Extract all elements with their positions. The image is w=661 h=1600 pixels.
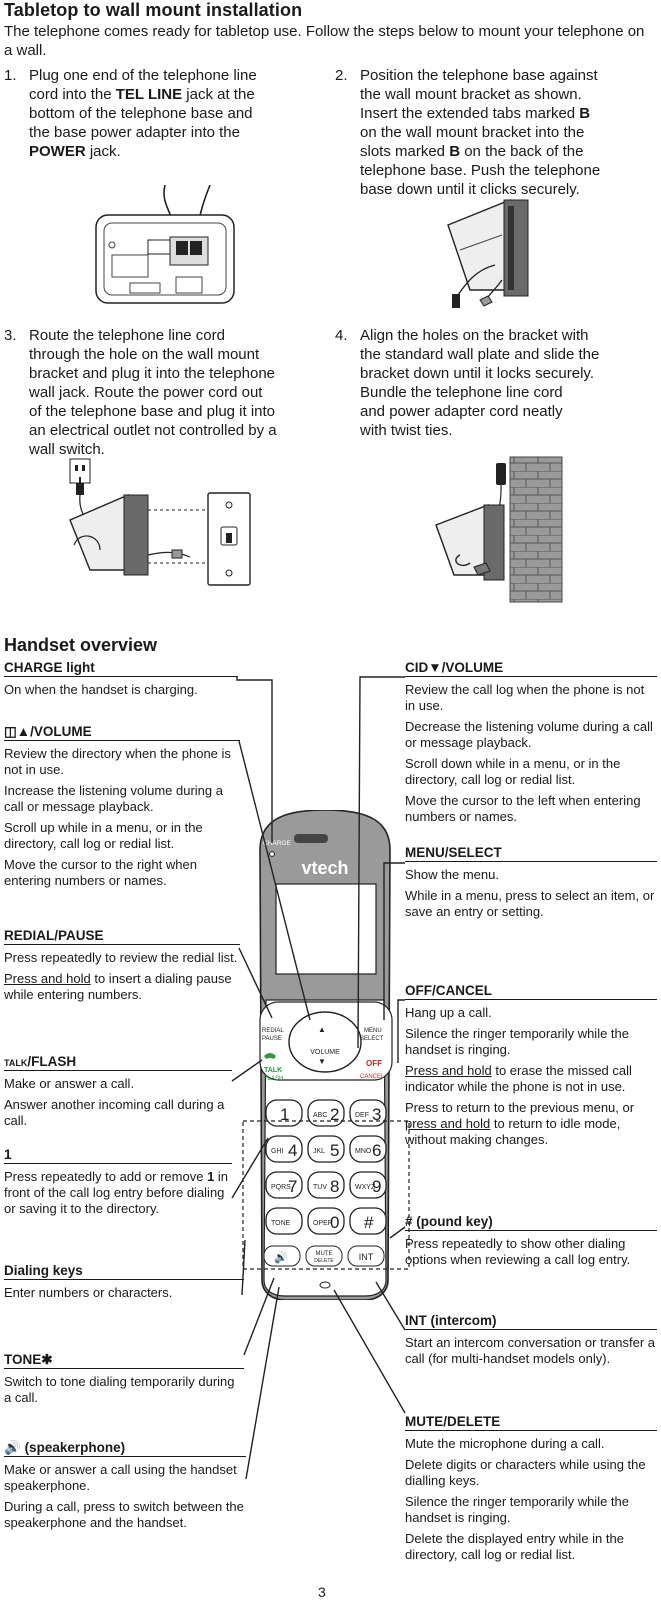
key-digit: 0 bbox=[330, 1213, 340, 1232]
key-letters: WXYZ bbox=[355, 1184, 376, 1191]
intro-text: The telephone comes ready for tabletop use. Follow the steps below to mount your telephone on a wall. bbox=[4, 23, 645, 59]
charge-label: CHARGE bbox=[263, 840, 291, 847]
key-letters: TONE bbox=[271, 1220, 291, 1227]
callout-title: INT (intercom) bbox=[405, 1313, 657, 1330]
key-digit: 3 bbox=[372, 1105, 382, 1124]
key-letters: TUV bbox=[313, 1184, 327, 1191]
callout-text: Review the directory when the phone is not in use. bbox=[4, 746, 231, 777]
callout-text: While in a menu, press to select an item, or save an entry or setting. bbox=[405, 888, 655, 919]
key-digit: 1 bbox=[280, 1105, 290, 1124]
callout-text: Start an intercom conversation or transfer a call (for multi-handset models only). bbox=[405, 1335, 656, 1366]
callout-title-text: (speakerphone) bbox=[20, 1440, 126, 1455]
callout-title-text: TONE bbox=[4, 1352, 42, 1367]
callout-text: Increase the listening volume during a call or message playback. bbox=[4, 783, 223, 814]
step-line: slots marked B on the back of the bbox=[360, 143, 584, 160]
callout-speakerphone bbox=[4, 1440, 246, 1536]
callout-redial-pause bbox=[4, 928, 240, 1008]
volume-label: VOLUME bbox=[310, 1049, 340, 1056]
callout-text bbox=[4, 971, 240, 1003]
step-line: an electrical outlet not controlled by a bbox=[29, 422, 277, 439]
handset-overview-heading: Handset overview bbox=[4, 635, 158, 655]
step-number: 4. bbox=[335, 327, 348, 344]
key-digit: 8 bbox=[330, 1177, 340, 1196]
step-line: the base power adapter into the bbox=[29, 124, 240, 141]
step-line: Plug one end of the telephone line bbox=[29, 67, 257, 84]
callout-text: On when the handset is charging. bbox=[4, 682, 198, 697]
callout-charge-light bbox=[4, 660, 238, 703]
key-digit: 5 bbox=[330, 1141, 340, 1160]
callout-one-key bbox=[4, 1147, 232, 1222]
callout-text: During a call, press to switch between the speakerphone and the handset. bbox=[4, 1499, 244, 1530]
callout-title: CHARGE light bbox=[4, 660, 238, 677]
key-letters: PQRS bbox=[271, 1184, 291, 1191]
step-line: POWER jack. bbox=[29, 143, 121, 160]
callout-text: Move the cursor to the left when entering numbers or names. bbox=[405, 793, 641, 824]
callout-off-cancel bbox=[405, 983, 657, 1153]
callout-title-text: /FLASH bbox=[27, 1054, 77, 1069]
callout-text: Decrease the listening volume during a call or message playback. bbox=[405, 719, 653, 750]
callout-text: Make or answer a call using the handset speakerphone. bbox=[4, 1462, 237, 1493]
int-label: INT bbox=[358, 1252, 374, 1262]
directory-up-icon: ◫▲ bbox=[4, 724, 31, 739]
callout-text: Scroll up while in a menu, or in the directory, call log or redial list. bbox=[4, 820, 203, 851]
step-line: cord into the TEL LINE jack at the bbox=[29, 86, 255, 103]
callout-text: Make or answer a call. bbox=[4, 1076, 135, 1091]
select-key-label[interactable]: SELECT bbox=[360, 1036, 384, 1042]
callout-title bbox=[4, 1440, 246, 1457]
step-number: 1. bbox=[4, 67, 17, 84]
hold-rest: to insert a dialing pause while entering numbers. bbox=[4, 971, 232, 1002]
callout-talk-flash bbox=[4, 1054, 232, 1134]
down-arrow-icon: ▼ bbox=[318, 1057, 326, 1066]
menu-key-label[interactable]: MENU bbox=[364, 1028, 382, 1034]
callout-text: Hang up a call. bbox=[405, 1005, 492, 1020]
step-line: through the hole on the wall mount bbox=[29, 346, 260, 363]
callout-title: REDIAL/PAUSE bbox=[4, 928, 240, 945]
callout-text: Silence the ringer temporarily while the handset is ringing. bbox=[405, 1494, 629, 1525]
callout-text: Move the cursor to the right when entering numbers or names. bbox=[4, 857, 197, 888]
redial-key-label[interactable]: REDIAL bbox=[262, 1028, 284, 1034]
delete-label: DELETE bbox=[314, 1258, 334, 1264]
tone-star-icon: ✱ bbox=[41, 1352, 53, 1367]
off-label: OFF bbox=[366, 1059, 382, 1068]
callout-title bbox=[4, 1352, 244, 1369]
callout-title: CID▼/VOLUME bbox=[405, 660, 657, 677]
step-line: telephone base. Push the telephone bbox=[360, 162, 601, 179]
step-line: bracket and plug it into the telephone bbox=[29, 365, 276, 382]
step-line: bottom of the telephone base and bbox=[29, 105, 253, 122]
callout-title: MUTE/DELETE bbox=[405, 1414, 657, 1431]
step-line: Route the telephone line cord bbox=[29, 327, 225, 344]
key-letters: ABC bbox=[313, 1112, 328, 1119]
speaker-icon: 🔊 bbox=[274, 1252, 288, 1264]
callout-text: Delete digits or characters while using the dialling keys. bbox=[405, 1457, 646, 1488]
callout-title-text: /VOLUME bbox=[30, 724, 92, 739]
brand-logo: vtech bbox=[301, 858, 349, 878]
callout-text: Press repeatedly to show other dialing options when reviewing a call log entry. bbox=[405, 1236, 631, 1267]
step-line: the standard wall plate and slide the bbox=[360, 346, 600, 363]
callout-dialing-keys bbox=[4, 1263, 244, 1306]
key-digit: 9 bbox=[372, 1177, 382, 1196]
step-line: Position the telephone base against bbox=[360, 67, 598, 84]
key-digit: 4 bbox=[288, 1141, 298, 1160]
page-title: Tabletop to wall mount installation bbox=[4, 0, 303, 20]
callout-text: Answer another incoming call during a call. bbox=[4, 1097, 225, 1128]
step-line: the wall mount bracket as shown. bbox=[360, 86, 582, 103]
callout-title bbox=[4, 1054, 232, 1071]
callout-text: Mute the microphone during a call. bbox=[405, 1436, 605, 1451]
step-number: 3. bbox=[4, 327, 17, 344]
key-digit: 6 bbox=[372, 1141, 382, 1160]
callout-title: Dialing keys bbox=[4, 1263, 244, 1280]
key-digit: 7 bbox=[288, 1177, 298, 1196]
callout-title bbox=[4, 724, 240, 741]
key-letters: OPER bbox=[313, 1220, 333, 1227]
speaker-icon: 🔊 bbox=[4, 1440, 21, 1455]
key-letters: GHI bbox=[271, 1148, 284, 1155]
callout-text: Press to return to the previous menu, or press and hold to return to idle mode, without making changes. bbox=[405, 1100, 635, 1147]
callout-title: OFF/CANCEL bbox=[405, 983, 657, 1000]
step-line: and power adapter cord neatly bbox=[360, 403, 563, 420]
callout-text: Scroll down while in a menu, or in the directory, call log or redial list. bbox=[405, 756, 621, 787]
step-line: of the telephone base and plug it into bbox=[29, 403, 276, 420]
callout-text: Silence the ringer temporarily while the handset is ringing. bbox=[405, 1026, 629, 1057]
callout-title: 1 bbox=[4, 1147, 232, 1164]
step-line: Insert the extended tabs marked B bbox=[360, 105, 591, 122]
callout-text: Show the menu. bbox=[405, 867, 499, 882]
callout-dir-volume bbox=[4, 724, 240, 894]
page-number: 3 bbox=[318, 1584, 326, 1600]
talk-icon: TALK bbox=[4, 1058, 28, 1068]
callout-menu-select bbox=[405, 845, 657, 925]
callout-text: Review the call log when the phone is not in use. bbox=[405, 682, 645, 713]
callout-text: Press and hold to erase the missed call indicator while the phone is not in use. bbox=[405, 1063, 632, 1094]
step-line: on the wall mount bracket into the bbox=[360, 124, 585, 141]
talk-label: TALK bbox=[264, 1067, 283, 1074]
key-letters: JKL bbox=[313, 1148, 326, 1155]
callout-text: Switch to tone dialing temporarily during a call. bbox=[4, 1374, 235, 1405]
pause-key-label[interactable]: PAUSE bbox=[262, 1036, 282, 1042]
step-line: with twist ties. bbox=[360, 422, 453, 439]
step-number: 2. bbox=[335, 67, 348, 84]
key-letters: MNO bbox=[355, 1148, 372, 1155]
step-line: wall jack. Route the power cord out bbox=[29, 384, 263, 401]
step-line: wall switch. bbox=[29, 441, 105, 458]
cancel-label: CANCEL bbox=[360, 1074, 385, 1080]
callout-title: MENU/SELECT bbox=[405, 845, 657, 862]
callout-text: Enter numbers or characters. bbox=[4, 1285, 173, 1300]
hold-text: Press and hold bbox=[4, 971, 91, 986]
step-line: Bundle the telephone line cord bbox=[360, 384, 563, 401]
callout-text: Press repeatedly to add or remove 1 in front of the call log entry before dialing or saving it to the directory. bbox=[4, 1169, 229, 1216]
callout-title: # (pound key) bbox=[405, 1214, 657, 1231]
callout-cid-volume bbox=[405, 660, 657, 830]
callout-intercom bbox=[405, 1313, 657, 1372]
callout-tone bbox=[4, 1352, 244, 1411]
key-digit: # bbox=[364, 1213, 374, 1232]
up-arrow-icon: ▲ bbox=[318, 1025, 326, 1034]
step-line: base down until it clicks securely. bbox=[360, 181, 580, 198]
callout-text: Press repeatedly to review the redial list. bbox=[4, 950, 238, 965]
step-line: Align the holes on the bracket with bbox=[360, 327, 589, 344]
step-line: bracket down until it locks securely. bbox=[360, 365, 594, 382]
flash-label: FLASH bbox=[264, 1076, 284, 1082]
mute-label: MUTE bbox=[315, 1251, 333, 1257]
callout-mute-delete bbox=[405, 1414, 657, 1568]
callout-text: Delete the displayed entry while in the directory, call log or redial list. bbox=[405, 1531, 624, 1562]
key-digit: 2 bbox=[330, 1105, 340, 1124]
key-letters: DEF bbox=[355, 1112, 369, 1119]
callout-pound-key bbox=[405, 1214, 657, 1273]
